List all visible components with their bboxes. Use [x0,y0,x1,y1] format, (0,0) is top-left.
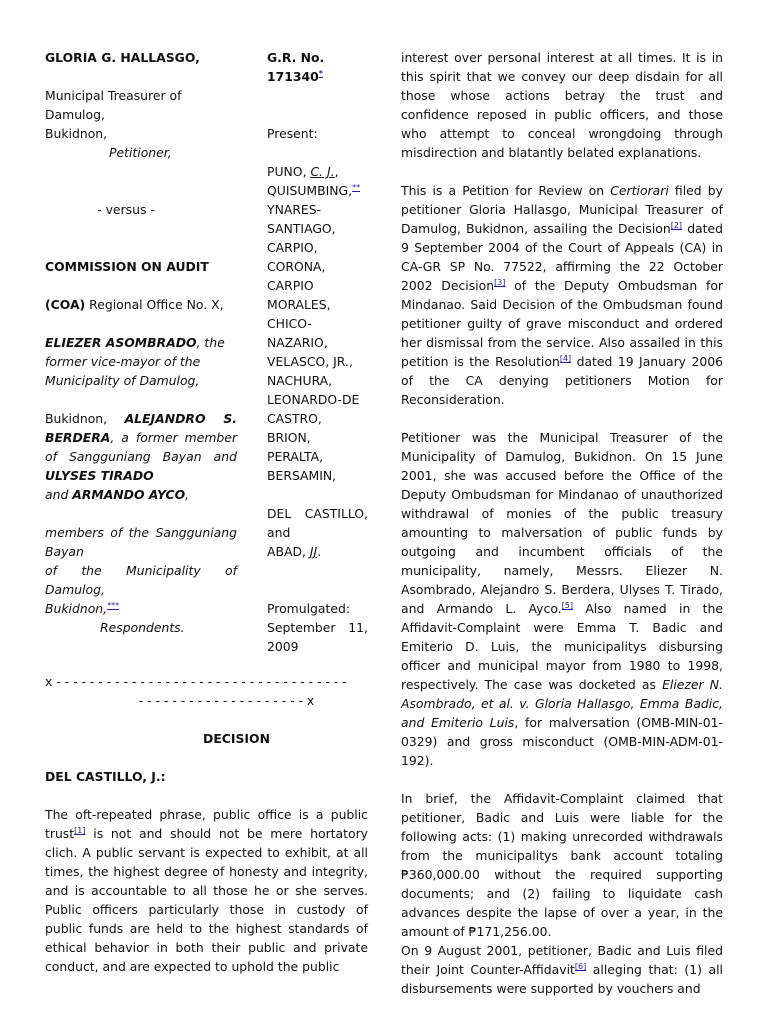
coa-abbrev: (COA) [45,297,86,312]
right-column [401,48,723,998]
paragraph-3 [401,428,723,770]
members-desc-3-text: Bukidnon, [45,601,108,616]
para2-text-b: filed by petitioner Gloria Hallasgo, Municipal Treasurer of Damulog, Bukidnon, assailing the Decision [401,183,724,236]
and-before-ayco: and [45,487,73,502]
present-label: Present: [267,126,318,141]
paragraph-4: In brief, the Affidavit-Complaint claimed that petitioner, Badic and Luis were liable for the following acts: (1) making unrecorded withdrawals from the municipalitys bank account totaling ₱360,000.00 without the required supporting documents; and (2) failing to liquidate cash advances despite the lapse of over a year, in the amount of ₱171,256.00. [401,791,723,939]
respondent-ayco [45,485,237,504]
footnote-link[interactable]: * [318,68,323,78]
para2-text-e: dated 19 January 2006 of the CA denying petitioners Motion for Reconsideration. [401,354,723,407]
petitioner-role: Petitioner, [109,145,172,160]
members-desc-3 [45,599,237,618]
para3-text-a: Petitioner was the Municipal Treasurer of the Municipality of Damulog, Bukidnon. On 15 June 2001, she was accused before the Office of the Deputy Ombudsman for Mindanao of unauthorized withdrawal of monies of the public treasury amounting to malversation of public funds by outgoing and incumbent officials of the municipality, namely, Messrs. Eliezer N. Asombrado, Alejandro S. Berdera, Ulyses T. Tirado, and Armando L. Ayco. [401,430,723,616]
ponente: DEL CASTILLO, J.: [45,769,166,784]
berdera-desc: , a former member of Sangguniang Bayan and [45,430,237,464]
tirado-name: ULYSES TIRADO [45,468,154,483]
footnote-link[interactable]: [6] [574,961,587,971]
promulgated-date: September 11, 2009 [267,620,368,654]
respondent-asombrado [45,333,237,390]
para2-text-a: This is a Petition for Review on [401,183,611,198]
decision-heading: DECISION [203,731,270,746]
justice-abad [267,542,368,561]
decision-start [45,672,368,976]
ayco-end: , [185,487,190,502]
separator-line-2: - - - - - - - - - - - - - - - - - - - - x [138,693,315,708]
case-info [267,48,368,656]
justice-quisumbing [267,181,368,200]
case-title: Eliezer N. Asombrado, et al. v. Gloria Hallasgo, Emma Badic, and Emiterio Luis [401,677,723,730]
ayco-name: ARMANDO AYCO [72,487,186,502]
paragraph-1 [45,805,368,976]
respondent-coa-office [45,295,237,314]
promulgated-label: Promulgated: [267,601,351,616]
berdera-name: ALEJANDRO S. BERDERA [45,411,237,445]
para2-text-c: dated 9 September 2004 of the Court of Appeals (CA) in CA-GR SP No. 77522, affirming the 22 October 2002 Decision [401,221,723,293]
gr-number-text: G.R. No. 171340 [267,50,325,84]
justice-puno [267,162,368,181]
abad-text: ABAD, [267,544,310,559]
petitioner-title: Municipal Treasurer of Damulog, [45,88,182,122]
berdera-prefix: Bukidnon, [45,411,125,426]
asombrado-desc: , the former vice-mayor of the Municipality of Damulog, [45,335,225,388]
footnote-link[interactable]: [2] [670,220,683,230]
petitioner-title-2: Bukidnon, [45,126,108,141]
abad-jj: JJ [309,544,318,559]
para5-text-a: On 9 August 2001, petitioner, Badic and Luis filed their Joint Counter-Affidavit [401,943,723,977]
justices-list: YNARES-SANTIAGO, CARPIO, CORONA, CARPIO MORALES, CHICO-NAZARIO, VELASCO, JR., NACHURA, LEONARDO-DE CASTRO, BRION, PERALTA, BERSAMIN, [267,202,360,483]
footnote-link[interactable]: ** [352,182,361,192]
paragraph-5 [401,941,723,998]
members-desc-2: of the Municipality of Damulog, [45,563,237,597]
puno-end: , [334,164,339,179]
certiorari-term: Certiorari [610,183,669,198]
gr-number [267,48,368,86]
para3-text-c: , for malversation (OMB-MIN-01-0329) and gross misconduct (OMB-MIN-ADM-01-192). [401,715,723,768]
para1-text-b: is not and should not be mere hortatory clich. A public servant is expected to exhibit, at all times, the highest degree of honesty and integrity, and is accountable to all those he or she serves. Public officers particularly those in custody of public funds are held to the highest standards of ethical behavior in both their public and private conduct, and are expected to uphold the public [45,826,368,974]
quisumbing-text: QUISUMBING, [267,183,353,198]
puno-text: PUNO, [267,164,311,179]
para5-text-b: alleging that: (1) all disbursements were supported by vouchers and [401,962,723,996]
puno-cj: C. J. [310,164,335,179]
coa-office-text: Regional Office No. X, [85,297,224,312]
case-caption [45,48,237,637]
footnote-link[interactable]: *** [107,600,120,610]
para2-text-d: of the Deputy Ombudsman for Mindanao. Said Decision of the Ombudsman found petitioner guilty of grave misconduct and ordered her dismissal from the service. Also assailed in this petition is the Resolution [401,278,723,369]
footnote-link[interactable]: [1] [74,825,86,835]
abad-end: . [317,544,322,559]
separator-line: x - - - - - - - - - - - - - - - - - - - - - - - - - - - - - - - - - - - [45,674,347,689]
respondent-berdera [45,409,237,485]
asombrado-name: ELIEZER ASOMBRADO [45,335,197,350]
footnote-link[interactable]: [4] [559,353,572,363]
justice-delcastillo: DEL CASTILLO, and [267,506,368,540]
versus-label: - versus - [97,202,155,217]
paragraph-2 [401,181,723,409]
footnote-link[interactable]: [3] [494,277,506,287]
para3-text-b: Also named in the Affidavit-Complaint were Emma T. Badic and Emiterio D. Luis, the municipalitys disbursing officer and municipal mayor from 1980 to 1998, respectively. The case was docketed as [401,601,723,692]
paragraph-1-continued: interest over personal interest at all times. It is in this spirit that we convey our deep disdain for all those whose actions betray the trust and confidence reposed in public officers, and those who attempt to conceal wrongdoing through misdirection and blatantly belated explanations. [401,50,723,160]
para1-text-a: The oft-repeated phrase, public office is a public trust [45,807,368,841]
members-desc: members of the Sangguniang Bayan [45,525,237,559]
respondent-coa: COMMISSION ON AUDIT [45,259,209,274]
respondents-role: Respondents. [100,620,185,635]
petitioner-name: GLORIA G. HALLASGO, [45,50,200,65]
footnote-link[interactable]: [5] [561,600,573,610]
